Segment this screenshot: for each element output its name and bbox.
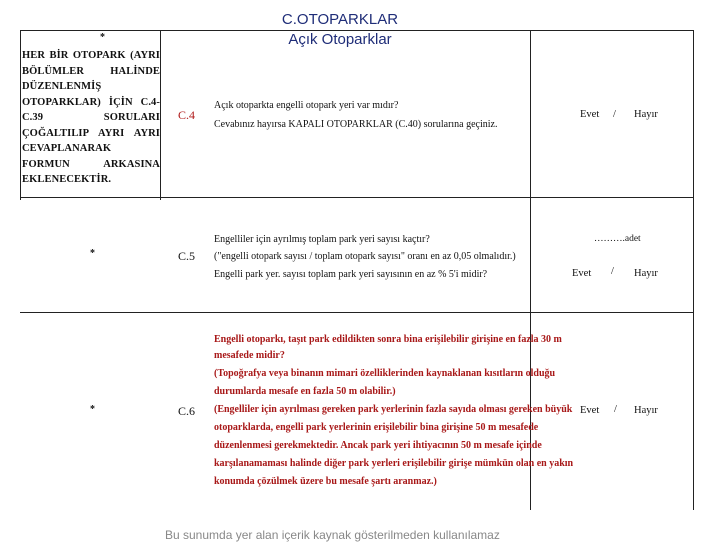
question-line: (Engelliler için ayrılması gereken park yerlerinin fazla sayıda olması gereken büyük: [214, 404, 573, 415]
yes-option[interactable]: Evet: [580, 405, 600, 416]
yes-option[interactable]: Evet: [580, 109, 600, 120]
row-mark: *: [100, 32, 105, 43]
table-left-border: [20, 30, 21, 200]
column-divider-left: [160, 30, 161, 200]
question-line: ("engelli otopark sayısı / toplam otopark sayısı" oranı en az 0,05 olmalıdır.): [214, 251, 516, 262]
yes-option[interactable]: Evet: [572, 268, 592, 279]
question-line: Engelliler için ayrılmış toplam park yeri sayısı kaçtır?: [214, 234, 430, 245]
question-code-c6: C.6: [178, 404, 196, 418]
option-separator: /: [611, 266, 614, 277]
table-top-border: [20, 30, 694, 31]
question-line: Açık otoparkta engelli otopark yeri var mıdır?: [214, 100, 399, 111]
question-line: Engelli park yer. sayısı toplam park yeri sayısının en az % 5'i midir?: [214, 269, 488, 280]
option-separator: /: [614, 404, 617, 415]
left-instruction-note: HER BİR OTOPARK (AYRI BÖLÜMLER HALİNDE DÜZENLENMİŞ OTOPARKLAR) İÇİN C.4-C.39 SORULARI ÇOĞALTILIP AYRI AYRI CEVAPLANARAK FORMUN ARKASINA EKLENECEKTİR.: [22, 50, 160, 185]
table-right-border: [693, 30, 694, 510]
page-subtitle: Açık Otoparklar: [288, 31, 392, 48]
page-title: C.OTOPARKLAR: [281, 11, 399, 28]
question-code-c5: C.5: [178, 249, 196, 263]
no-option[interactable]: Hayır: [634, 268, 658, 279]
footer-notice: Bu sunumda yer alan içerik kaynak gösterilmeden kullanılamaz: [165, 528, 500, 542]
row-divider-1: [20, 197, 694, 198]
question-line: mesafede midir?: [214, 350, 285, 361]
question-line: (Topoğrafya veya binanın mimari özelliklerinden kaynaklanan kısıtların olduğu: [214, 368, 556, 379]
question-code-c4: C.4: [178, 108, 196, 122]
question-line: otoparklarda, engelli park yerlerinin erişilebilir bina girişine 50 m mesafede: [214, 422, 539, 433]
question-line: durumlarda mesafe en fazla 50 m olabilir.): [214, 386, 396, 397]
question-line: Cevabınız hayırsa KAPALI OTOPARKLAR (C.40) sorularına geçiniz.: [214, 119, 498, 130]
count-field[interactable]: ……….adet: [594, 234, 641, 244]
question-line: düzenlenmesi gerekmektedir. Ancak park yeri ihtiyacının 50 m mesafe içinde: [214, 440, 542, 451]
option-separator: /: [613, 109, 616, 120]
no-option[interactable]: Hayır: [634, 109, 658, 120]
row-divider-2: [20, 312, 694, 313]
row-mark: *: [90, 404, 95, 415]
question-line: konumda çözülmek üzere bu mesafe şartı aranmaz.): [214, 476, 437, 487]
question-line: karşılanamaması halinde diğer park yerleri erişilebilir girişe mümkün olan en yakın: [214, 458, 574, 469]
row-mark: *: [90, 248, 95, 259]
question-line: Engelli otoparkı, taşıt park edildikten sonra bina erişilebilir girişine en fazla 30 m: [214, 334, 562, 345]
no-option[interactable]: Hayır: [634, 405, 658, 416]
